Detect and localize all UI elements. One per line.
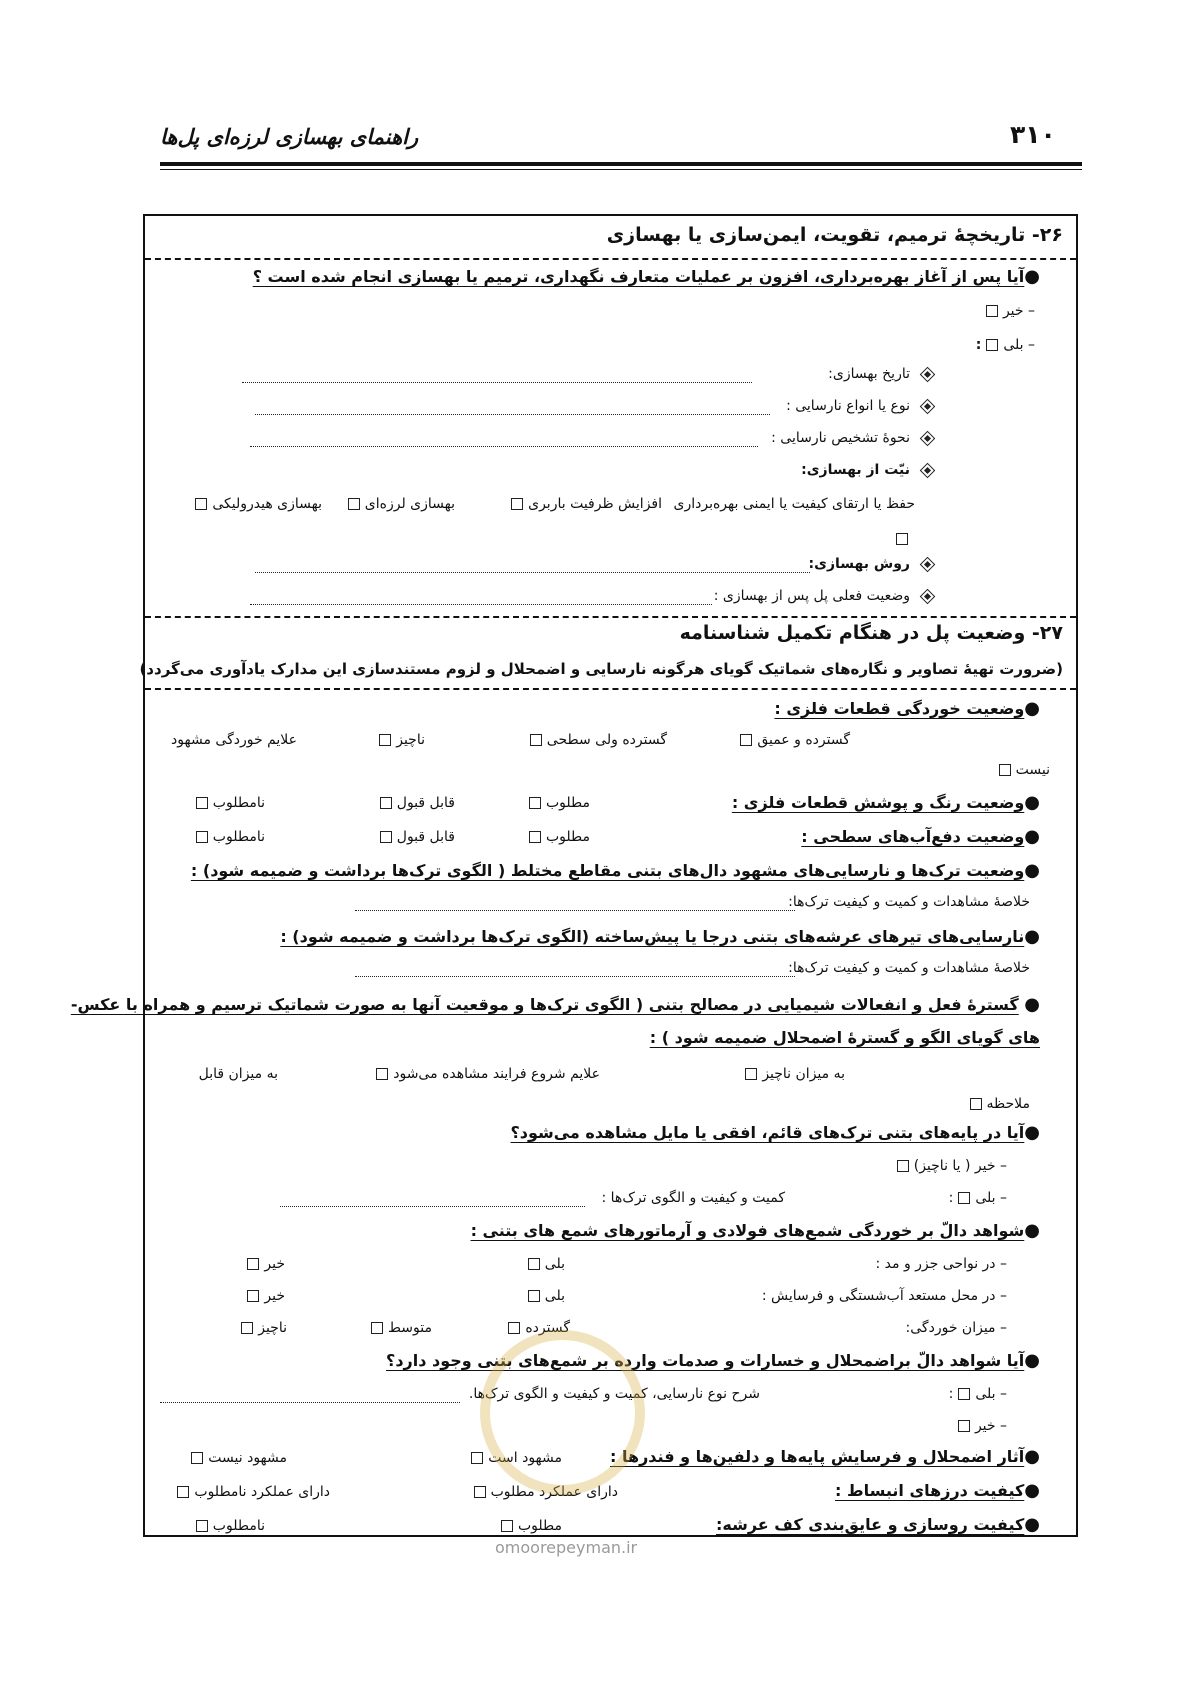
chemical-option[interactable]: علایم شروع فرایند مشاهده می‌شود <box>371 1066 600 1082</box>
bullet-icon: ● <box>1024 1480 1040 1501</box>
pier-cracks-no[interactable]: – خیر ( یا ناچیز) <box>892 1158 1007 1174</box>
paint-option[interactable]: مطلوب <box>524 795 590 811</box>
diamond-bullet-icon <box>920 366 936 382</box>
corrosion-extent-label: – میزان خوردگی: <box>905 1320 1007 1336</box>
chemical-label-line1: ● گسترۀ فعل و انفعالات شیمیایی در مصالح بتنی ( الگوی ترک‌ها و موقعیت آنها به صورت شماتیک ترسیم و همراه با عکس- <box>70 994 1040 1015</box>
checkbox[interactable] <box>380 831 392 843</box>
pile-damage-desc: شرح نوع نارسایی، کمیت و کیفیت و الگوی ترک‌ها. <box>468 1386 760 1402</box>
scour-zone-no[interactable]: خیر <box>242 1288 285 1304</box>
corrosion-extent-option[interactable]: متوسط <box>366 1320 432 1336</box>
fill-line[interactable] <box>355 976 795 977</box>
fill-line[interactable] <box>250 604 712 605</box>
pile-damage-yes[interactable]: – بلی: <box>948 1386 1007 1402</box>
checkbox[interactable] <box>196 1520 208 1532</box>
diamond-bullet-icon <box>920 398 936 414</box>
dashed-divider <box>145 258 1076 260</box>
scour-zone-label: – در محل مستعد آب‌شستگی و فرسایش : <box>761 1288 1007 1304</box>
drainage-option[interactable]: مطلوب <box>524 829 590 845</box>
checkbox[interactable] <box>241 1322 253 1334</box>
diamond-bullet-icon <box>920 588 936 604</box>
surfacing-label: ●کیفیت روسازی و عایق‌بندی کف عرشه: <box>716 1514 1040 1535</box>
diamond-bullet-icon <box>920 430 936 446</box>
pier-cracks-qty: کمیت و کیفیت و الگوی ترک‌ها : <box>601 1190 785 1206</box>
checkbox[interactable] <box>986 305 998 317</box>
checkbox[interactable] <box>196 797 208 809</box>
bullet-icon: ● <box>1024 1350 1040 1371</box>
fill-line[interactable] <box>255 572 810 573</box>
intent-option-hydraulic[interactable]: بهسازی هیدرولیکی <box>190 496 322 512</box>
slab-cracks-label: ●وضعیت ترک‌ها و نارسایی‌های مشهود دال‌های بتنی مقاطع مختلط ( الگوی ترک‌ها برداشت و ضمیمه شود) : <box>190 860 1040 881</box>
checkbox[interactable] <box>529 831 541 843</box>
steel-corrosion-option[interactable]: ناچیز <box>374 732 425 748</box>
checkbox[interactable] <box>999 764 1011 776</box>
bullet-icon: ● <box>1024 1122 1040 1143</box>
retrofit-no-option[interactable]: – خیر <box>981 303 1035 319</box>
checkbox[interactable] <box>371 1322 383 1334</box>
checkbox[interactable] <box>191 1452 203 1464</box>
diamond-bullet-icon <box>920 556 936 572</box>
steel-corrosion-option[interactable]: گسترده ولی سطحی <box>525 732 667 748</box>
intent-option-quality[interactable]: حفظ یا ارتقای کیفیت یا ایمنی بهره‌برداری <box>673 496 915 512</box>
joints-option[interactable]: دارای عملکرد نامطلوب <box>172 1484 330 1500</box>
dashed-divider <box>145 616 1076 618</box>
header-rule-thin <box>160 169 1082 170</box>
paint-option[interactable]: نامطلوب <box>191 795 265 811</box>
chemical-option[interactable]: به میزان ناچیز <box>740 1066 845 1082</box>
checkbox[interactable] <box>745 1068 757 1080</box>
girder-defects-summary: خلاصۀ مشاهدات و کمیت و کیفیت ترک‌ها: <box>788 960 1030 976</box>
retrofit-question: ●آیا پس از آغاز بهره‌برداری، افزون بر عملیات متعارف نگهداری، ترمیم یا بهسازی انجام شده است ؟ <box>252 266 1040 287</box>
pier-cracks-yes[interactable]: – بلی: <box>948 1190 1007 1206</box>
chemical-option[interactable]: به میزان قابل <box>198 1066 278 1082</box>
section-26-title: ۲۶- تاریخچۀ ترمیم، تقویت، ایمن‌سازی یا بهسازی <box>606 224 1063 246</box>
checkbox[interactable] <box>958 1192 970 1204</box>
fill-line[interactable] <box>280 1206 585 1207</box>
surfacing-option[interactable]: مطلوب <box>496 1518 562 1534</box>
bullet-icon: ● <box>1024 266 1040 287</box>
header-rule <box>160 162 1082 166</box>
checkbox[interactable] <box>970 1098 982 1110</box>
watermark-url: omoorepeyman.ir <box>495 1538 638 1557</box>
field-intent: نیّت از بهسازی: <box>801 462 933 478</box>
tidal-zone-yes[interactable]: بلی <box>523 1256 565 1272</box>
bullet-icon: ● <box>1024 1220 1040 1241</box>
intent-option-quality-checkbox[interactable] <box>891 528 913 547</box>
steel-corrosion-label: ●وضعیت خوردگی قطعات فلزی : <box>774 698 1040 719</box>
section-27-note: (ضرورت تهیۀ تصاویر و نگاره‌های شماتیک گویای هرگونه نارسایی و اضمحلال و لزوم مستندسازی این مدارک یادآوری می‌گردد) <box>139 660 1063 678</box>
paint-option[interactable]: قابل قبول <box>375 795 455 811</box>
pile-damage-no[interactable]: – خیر <box>953 1418 1007 1434</box>
checkbox[interactable] <box>958 1420 970 1432</box>
steel-corrosion-option[interactable]: علایم خوردگی مشهود <box>171 732 297 748</box>
intent-option-capacity[interactable]: افزایش ظرفیت باربری <box>506 496 662 512</box>
section-27-title: ۲۷- وضعیت پل در هنگام تکمیل شناسنامه <box>679 622 1063 644</box>
bullet-icon: ● <box>1024 860 1040 881</box>
field-damage-type: نوع یا انواع نارسایی : <box>786 398 933 414</box>
fill-line[interactable] <box>255 414 770 415</box>
field-current-state: وضعیت فعلی پل پس از بهسازی : <box>714 588 933 604</box>
fill-line[interactable] <box>355 910 795 911</box>
checkbox[interactable] <box>740 734 752 746</box>
tidal-zone-no[interactable]: خیر <box>242 1256 285 1272</box>
chemical-label-line2: های گویای الگو و گسترۀ اضمحلال ضمیمه شود ) : <box>649 1028 1040 1047</box>
checkbox[interactable] <box>247 1258 259 1270</box>
diamond-bullet-icon <box>920 462 936 478</box>
erosion-option[interactable]: مشهود نیست <box>186 1450 287 1466</box>
chemical-considerable[interactable]: ملاحظه <box>965 1096 1031 1112</box>
corrosion-extent-option[interactable]: ناچیز <box>236 1320 287 1336</box>
checkbox[interactable] <box>348 498 360 510</box>
erosion-label: ●آثار اضمحلال و فرسایش پایه‌ها و دلفین‌ها و فندرها : <box>610 1446 1040 1467</box>
fill-line[interactable] <box>242 382 752 383</box>
checkbox[interactable] <box>511 498 523 510</box>
slab-cracks-summary: خلاصۀ مشاهدات و کمیت و کیفیت ترک‌ها: <box>788 894 1030 910</box>
checkbox[interactable] <box>897 1160 909 1172</box>
watermark-seal-icon <box>480 1330 645 1495</box>
checkbox[interactable] <box>247 1290 259 1302</box>
girder-defects-label: ●نارسایی‌های تیرهای عرشه‌های بتنی درجا یا پیش‌ساخته (الگوی ترک‌ها برداشت و ضمیمه شود) : <box>280 926 1040 947</box>
checkbox[interactable] <box>379 734 391 746</box>
retrofit-yes-option[interactable]: – بلی: <box>975 337 1035 353</box>
rebar-corrosion-label: ●شواهد دالّ بر خوردگی شمع‌های فولادی و آرماتورهای شمع های بتنی : <box>470 1220 1040 1241</box>
checkbox[interactable] <box>530 734 542 746</box>
pier-cracks-label: ●آیا در پایه‌های بتنی ترک‌های قائم، افقی یا مایل مشاهده می‌شود؟ <box>510 1122 1040 1143</box>
bullet-icon: ● <box>1024 1514 1040 1535</box>
checkbox[interactable] <box>896 533 908 545</box>
fill-line[interactable] <box>160 1402 460 1403</box>
checkbox[interactable] <box>195 498 207 510</box>
corrosion-extent-option[interactable]: گسترده <box>503 1320 570 1336</box>
checkbox[interactable] <box>501 1520 513 1532</box>
checkbox[interactable] <box>528 1258 540 1270</box>
bullet-icon: ● <box>1024 698 1040 719</box>
bullet-icon: ● <box>1024 1446 1040 1467</box>
paint-label: ●وضعیت رنگ و پوشش قطعات فلزی : <box>731 792 1040 813</box>
scour-zone-yes[interactable]: بلی <box>523 1288 565 1304</box>
field-diagnosis: نحوۀ تشخیص نارسایی : <box>771 430 933 446</box>
drainage-label: ●وضعیت دفع‌آب‌های سطحی : <box>801 826 1040 847</box>
steel-corrosion-none[interactable]: نیست <box>994 762 1050 778</box>
page-number: ۳۱۰ <box>1010 120 1056 149</box>
bullet-icon: ● <box>1024 994 1040 1015</box>
intent-option-seismic[interactable]: بهسازی لرزه‌ای <box>343 496 455 512</box>
checkbox[interactable] <box>196 831 208 843</box>
checkbox[interactable] <box>474 1486 486 1498</box>
drainage-option[interactable]: نامطلوب <box>191 829 265 845</box>
field-retrofit-date: تاریخ بهسازی: <box>828 366 933 382</box>
bullet-icon: ● <box>1024 826 1040 847</box>
surfacing-option[interactable]: نامطلوب <box>191 1518 265 1534</box>
tidal-zone-label: – در نواحی جزر و مد : <box>875 1256 1007 1272</box>
checkbox[interactable] <box>958 1388 970 1400</box>
checkbox[interactable] <box>529 797 541 809</box>
checkbox[interactable] <box>986 339 998 351</box>
pile-damage-label: ●آیا شواهد دالّ براضمحلال و خسارات و صدمات وارده بر شمع‌های بتنی وجود دارد؟ <box>386 1350 1040 1371</box>
bullet-icon: ● <box>1024 926 1040 947</box>
steel-corrosion-option[interactable]: گسترده و عمیق <box>735 732 850 748</box>
joints-option[interactable]: دارای عملکرد مطلوب <box>469 1484 618 1500</box>
bullet-icon: ● <box>1024 792 1040 813</box>
erosion-option[interactable]: مشهود است <box>466 1450 562 1466</box>
field-method: روش بهسازی: <box>809 556 933 572</box>
running-title: راهنمای بهسازی لرزه‌ای پل‌ها <box>160 124 419 149</box>
checkbox[interactable] <box>471 1452 483 1464</box>
fill-line[interactable] <box>250 446 758 447</box>
dashed-divider <box>145 688 1076 690</box>
checkbox[interactable] <box>376 1068 388 1080</box>
checkbox[interactable] <box>380 797 392 809</box>
drainage-option[interactable]: قابل قبول <box>375 829 455 845</box>
checkbox[interactable] <box>177 1486 189 1498</box>
checkbox[interactable] <box>528 1290 540 1302</box>
checkbox[interactable] <box>508 1322 520 1334</box>
joints-label: ●کیفیت درزهای انبساط : <box>835 1480 1040 1501</box>
